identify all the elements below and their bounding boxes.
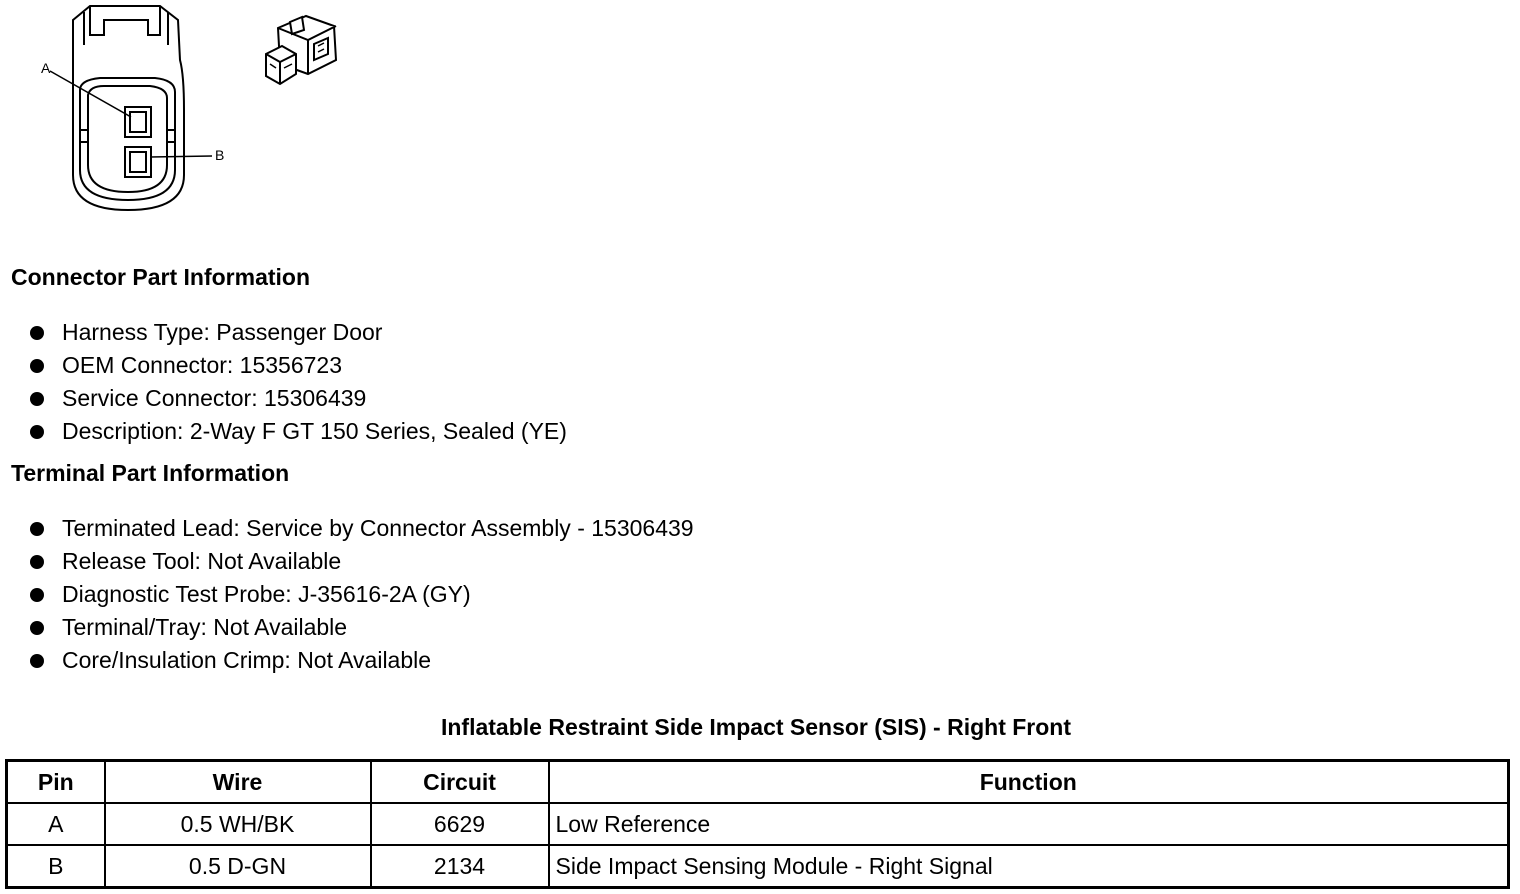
bullet-icon: [30, 522, 44, 536]
column-header-pin: Pin: [7, 761, 105, 804]
list-item: Description: 2-Way F GT 150 Series, Sealed (YE): [12, 415, 567, 448]
cell-pin: B: [7, 845, 105, 888]
bullet-icon: [30, 392, 44, 406]
cell-circuit: 6629: [371, 803, 549, 845]
list-item: Core/Insulation Crimp: Not Available: [12, 644, 694, 677]
bullet-icon: [30, 588, 44, 602]
cell-wire: 0.5 D-GN: [105, 845, 371, 888]
connector-part-list: [12, 316, 567, 448]
pin-label-a: A: [41, 60, 51, 76]
cell-wire: 0.5 WH/BK: [105, 803, 371, 845]
column-header-wire: Wire: [105, 761, 371, 804]
cell-function: Low Reference: [549, 803, 1509, 845]
list-item: Diagnostic Test Probe: J-35616-2A (GY): [12, 578, 694, 611]
table-header-row: [7, 761, 1509, 804]
column-header-function: Function: [549, 761, 1509, 804]
list-item: Service Connector: 15306439: [12, 382, 567, 415]
list-item: Harness Type: Passenger Door: [12, 316, 567, 349]
list-item: Terminal/Tray: Not Available: [12, 611, 694, 644]
bullet-icon: [30, 425, 44, 439]
table-row: [7, 803, 1509, 845]
pin-table: [5, 759, 1510, 889]
table-title: Inflatable Restraint Side Impact Sensor (SIS) - Right Front: [440, 714, 1072, 740]
bullet-icon: [30, 654, 44, 668]
connector-isometric-icon: [258, 8, 342, 88]
bullet-icon: [30, 621, 44, 635]
cell-circuit: 2134: [371, 845, 549, 888]
table-row: [7, 845, 1509, 888]
pin-label-b: B: [215, 147, 225, 163]
terminal-part-heading: Terminal Part Information: [11, 460, 290, 486]
bullet-icon: [30, 555, 44, 569]
terminal-part-list: [12, 512, 694, 677]
list-item: OEM Connector: 15356723: [12, 349, 567, 382]
connector-part-heading: Connector Part Information: [11, 264, 311, 290]
column-header-circuit: Circuit: [371, 761, 549, 804]
bullet-icon: [30, 359, 44, 373]
connector-face-diagram: [0, 0, 250, 220]
cell-function: Side Impact Sensing Module - Right Signal: [549, 845, 1509, 888]
cell-pin: A: [7, 803, 105, 845]
list-item: Release Tool: Not Available: [12, 545, 694, 578]
list-item: Terminated Lead: Service by Connector Assembly - 15306439: [12, 512, 694, 545]
bullet-icon: [30, 326, 44, 340]
